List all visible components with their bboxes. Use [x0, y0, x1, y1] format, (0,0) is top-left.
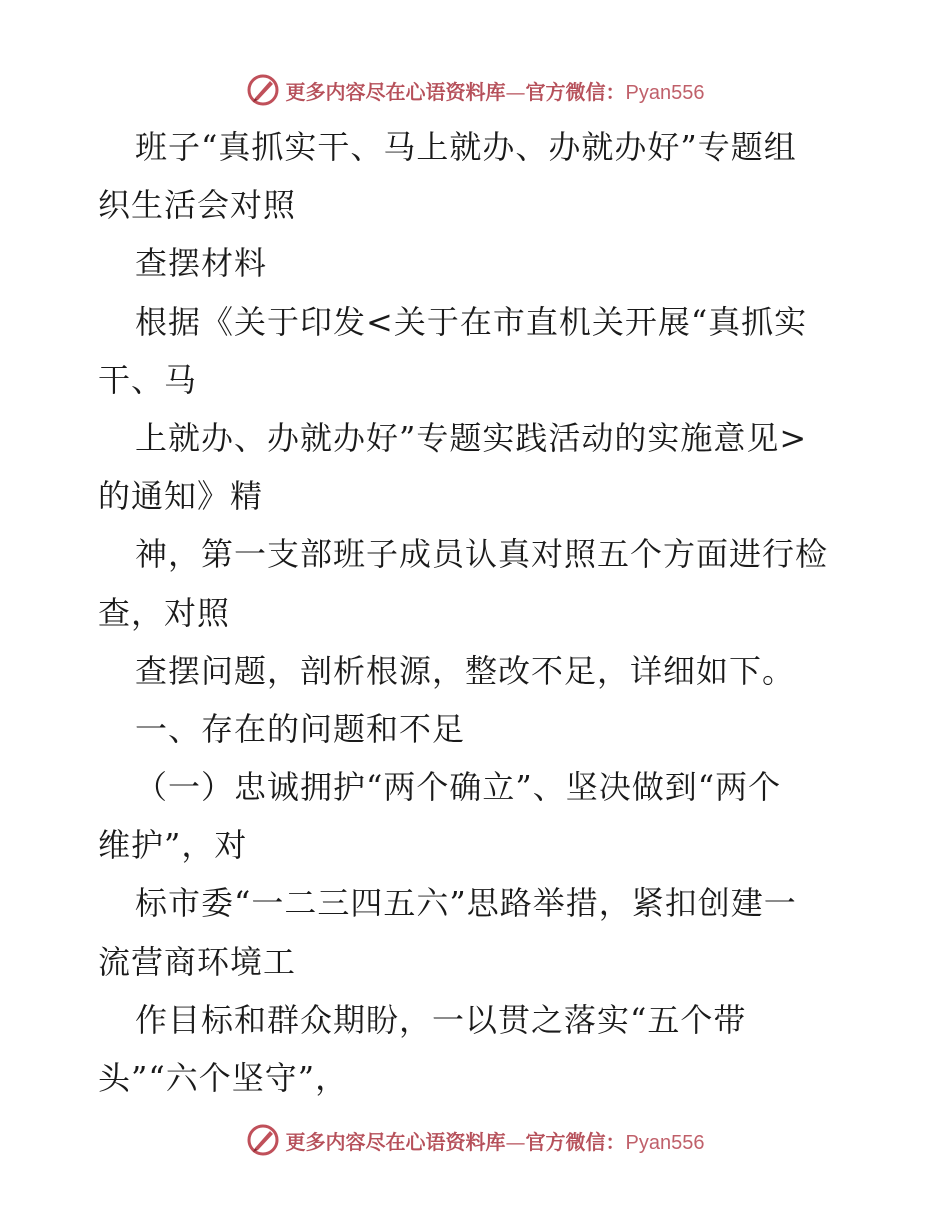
text-line: 一、存在的问题和不足 [135, 709, 466, 748]
header-watermark [0, 70, 950, 110]
text-line: 查摆问题，剖析根源，整改不足，详细如下。 [135, 651, 796, 690]
text-line: 织生活会对照 [98, 186, 297, 225]
text-line: 神，第一支部班子成员认真对照五个方面进行检 [135, 535, 829, 574]
watermark-text: 更多内容尽在心语资料库—官方微信：Pyan556 [285, 79, 705, 104]
footer-watermark [0, 1120, 950, 1160]
quill-logo-icon [246, 1123, 280, 1157]
text-line: （一）忠诚拥护“两个确立”、坚决做到“两个 [135, 768, 782, 807]
text-line: 上就办、办就办好”专题实践活动的实施意见> [135, 418, 808, 457]
text-line: 班子“真抓实干、马上就办、办就办好”专题组 [135, 128, 797, 166]
text-line: 维护”，对 [98, 826, 248, 865]
text-line: 根据《关于印发<关于在市直机关开展“真抓实 [135, 302, 808, 341]
document-body [98, 118, 858, 1107]
text-line: 查摆材料 [135, 244, 268, 283]
text-line: 的通知》精 [98, 477, 264, 516]
quill-logo-icon [246, 73, 280, 107]
text-line: 流营商环境工 [98, 942, 297, 981]
watermark-text: 更多内容尽在心语资料库—官方微信：Pyan556 [285, 1129, 705, 1154]
text-line: 头”“六个坚守”， [98, 1059, 349, 1097]
text-line: 干、马 [98, 360, 198, 399]
text-line: 作目标和群众期盼，一以贯之落实“五个带 [135, 1000, 747, 1039]
text-line: 标市委“一二三四五六”思路举措，紧扣创建一 [135, 884, 797, 923]
text-line: 查，对照 [98, 593, 231, 632]
